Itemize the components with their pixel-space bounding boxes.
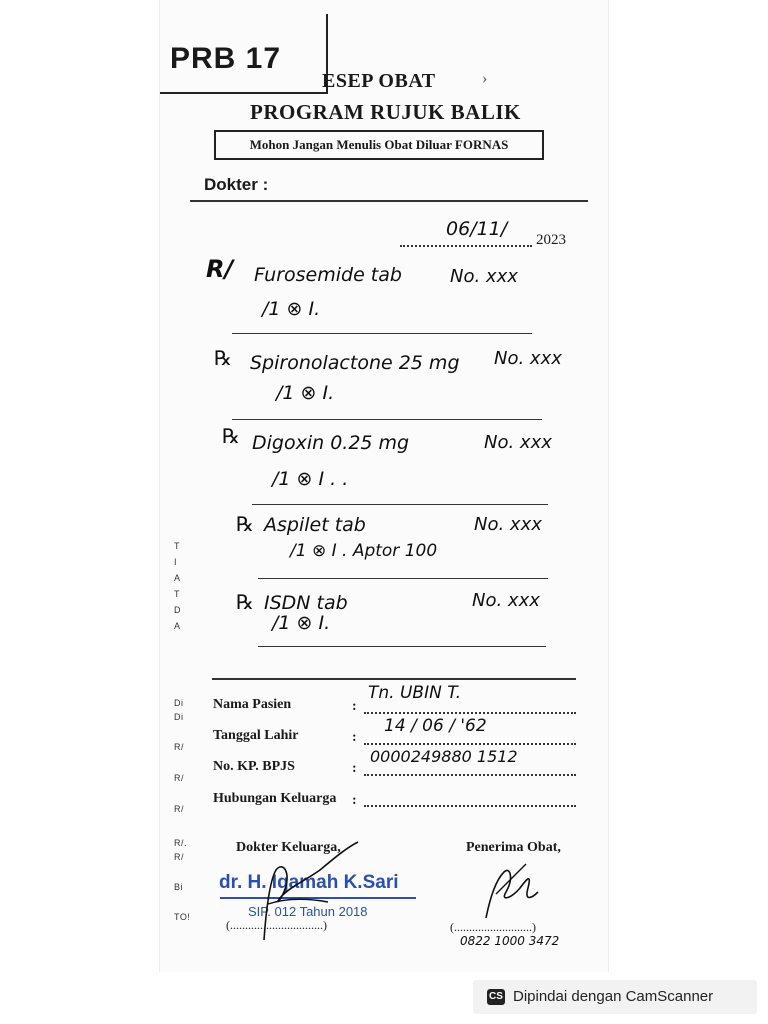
rx-drug: ISDN tab (264, 592, 348, 614)
rx-quantity: No. xxx (450, 266, 518, 287)
penerima-signature-line: (..........................) (450, 920, 536, 934)
rx-signa: /1 ⊗ I. (272, 612, 331, 634)
edge-char: A (174, 621, 181, 631)
hubungan-dotted-line (364, 805, 576, 807)
hubungan-keluarga-label: Hubungan Keluarga (213, 791, 337, 806)
rx-rule (258, 646, 546, 647)
fornas-notice: Mohon Jangan Menulis Obat Diluar FORNAS (214, 130, 544, 160)
rx-rule (232, 419, 542, 420)
bpjs-value: 0000249880 1512 (370, 747, 518, 766)
edge-char: R/ (174, 804, 184, 814)
date-year: 2023 (536, 232, 566, 248)
camscanner-watermark (473, 980, 757, 1014)
rx-signa: /1 ⊗ I. (276, 382, 335, 404)
bpjs-dotted-line (364, 774, 576, 776)
rx-signa: /1 ⊗ I. (262, 298, 321, 320)
rx-drug: Furosemide tab (254, 264, 402, 286)
rx-signa: /1 ⊗ I . . (272, 468, 349, 490)
nama-pasien-label: Nama Pasien (213, 697, 292, 712)
lahir-dotted-line (364, 743, 576, 745)
bpjs-label: No. KP. BPJS (213, 759, 295, 774)
edge-char: R/ (174, 742, 184, 752)
tanggal-lahir-value: 14 / 06 / '62 (384, 716, 487, 736)
prb-badge-text: PRB 17 (170, 42, 282, 75)
edge-char: T (174, 589, 180, 599)
doctor-stamp-sip: SIP. 012 Tahun 2018 (248, 904, 368, 919)
rx-symbol: R/ (206, 255, 234, 283)
title-mark: › (482, 70, 488, 87)
penerima-phone: 0822 1000 3472 (460, 934, 560, 948)
dokter-label: Dokter : (204, 175, 269, 194)
penerima-obat-label: Penerima Obat, (466, 840, 561, 855)
camscanner-logo-icon: CS (487, 989, 505, 1005)
dokter-keluarga-label: Dokter Keluarga, (236, 840, 341, 855)
rx-symbol: ℞ (236, 590, 254, 614)
edge-char: T (174, 541, 180, 551)
rx-rule (252, 504, 548, 505)
title-line-1: ESEP OBAT (322, 70, 436, 92)
rx-rule (258, 578, 548, 579)
rx-drug: Aspilet tab (264, 514, 366, 536)
date-dotted-line (400, 245, 532, 247)
nama-pasien-value: Tn. UBIN T. (368, 683, 461, 703)
rx-quantity: No. xxx (484, 432, 552, 453)
doctor-stamp-name: dr. H. Iqamah K.Sari (219, 872, 399, 893)
rx-quantity: No. xxx (474, 514, 542, 535)
dokter-signature-line: (...............................) (226, 918, 327, 932)
nama-dotted-line (364, 712, 576, 714)
header-rule (190, 200, 588, 202)
colon: : (352, 730, 357, 745)
rx-signa: /1 ⊗ I . Aptor 100 (290, 541, 438, 561)
edge-char: I (174, 557, 178, 567)
rx-quantity: No. xxx (472, 590, 540, 611)
tanggal-lahir-label: Tanggal Lahir (213, 728, 299, 743)
left-edge-text (174, 538, 181, 634)
edge-char: R/. (174, 838, 188, 848)
rx-quantity: No. xxx (494, 348, 562, 369)
prb-badge (160, 14, 328, 94)
rx-symbol: ℞ (222, 424, 240, 448)
rx-drug: Digoxin 0.25 mg (252, 432, 410, 454)
colon: : (352, 793, 357, 808)
colon: : (352, 761, 357, 776)
edge-char: R/ (174, 773, 184, 783)
camscanner-label: Dipindai dengan CamScanner (513, 988, 714, 1005)
edge-char: A (174, 573, 181, 583)
rx-rule (232, 333, 532, 334)
edge-char: R/ (174, 852, 184, 862)
colon: : (352, 699, 357, 714)
date-day-month: 06/11/ (446, 218, 508, 240)
edge-char: Bi (174, 882, 184, 892)
rx-drug: Spironolactone 25 mg (250, 352, 460, 374)
rx-symbol: ℞ (214, 346, 232, 370)
recipient-signature (476, 858, 556, 928)
edge-char: Di (174, 712, 184, 722)
rx-symbol: ℞ (236, 512, 254, 536)
title-line-2: PROGRAM RUJUK BALIK (250, 100, 521, 124)
section-rule (212, 678, 576, 680)
edge-char: TO! (174, 912, 191, 922)
edge-char: Di (174, 698, 184, 708)
edge-char: D (174, 605, 181, 615)
